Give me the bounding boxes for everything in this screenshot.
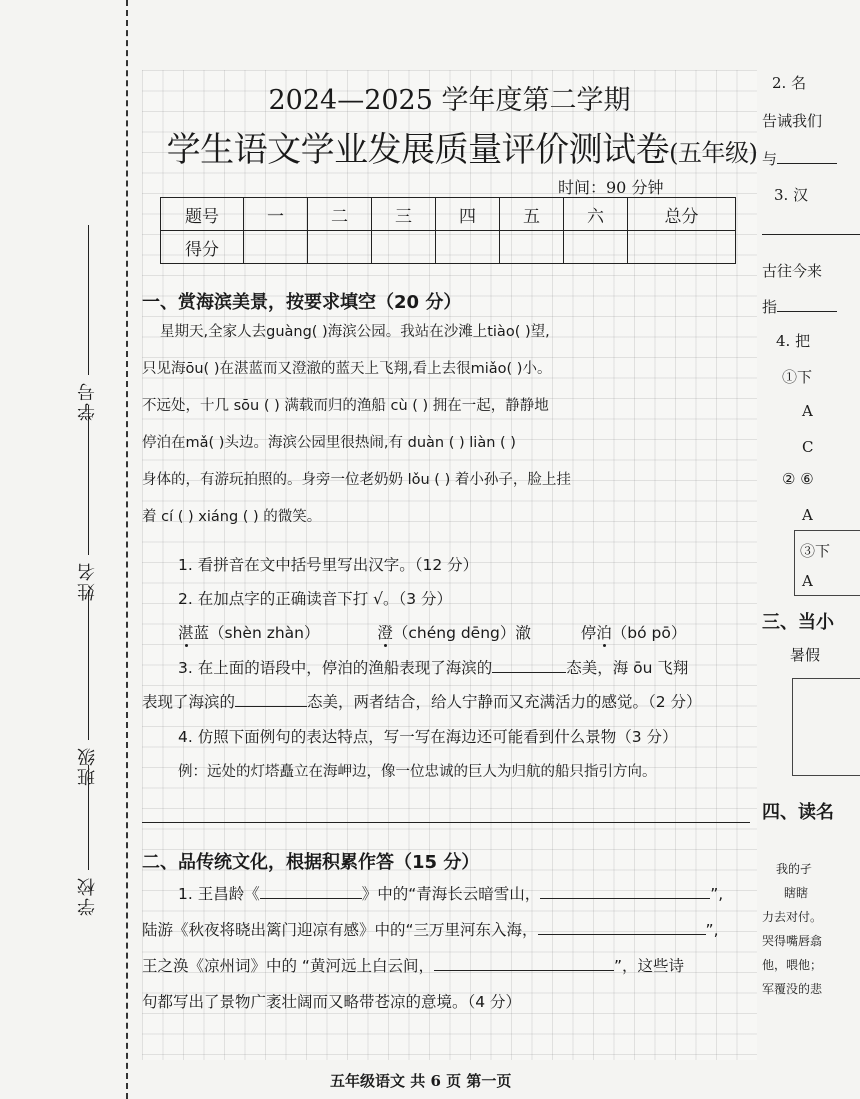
page-footer: 五年级语文 共 6 页 第一页 <box>330 1072 512 1090</box>
answer-line[interactable] <box>142 822 750 823</box>
class-field[interactable] <box>68 590 108 786</box>
pinyin-option[interactable]: 蓝（shèn zhàn） <box>193 624 320 642</box>
score-header-cell: 总分 <box>628 198 736 231</box>
score-cell[interactable] <box>308 231 372 264</box>
answer-blank[interactable] <box>492 658 566 673</box>
question-1-3-cont <box>142 690 757 712</box>
pinyin-option[interactable]: （chéng dēng）澈 <box>392 624 531 642</box>
next-page-text: A <box>802 402 813 420</box>
score-table <box>160 197 736 264</box>
next-page-text: ② ⑥ <box>782 470 814 488</box>
passage-line <box>142 505 757 526</box>
passage-text: 只见海ōu( <box>142 361 210 377</box>
answer-blank[interactable] <box>235 692 307 707</box>
next-page-text: 哭得嘴唇翕 <box>762 934 823 948</box>
question-2-1 <box>178 882 793 904</box>
student-id-line <box>88 225 89 375</box>
passage-text: 不远处，十几 sōu ( <box>142 398 270 414</box>
passage-text: )海滨公园。我站在沙滩上tiào( <box>317 324 521 340</box>
exam-title-main: 学生语文学业发展质量评价测试卷 <box>166 130 670 170</box>
dotted-char: 澄 <box>377 624 393 642</box>
question-text: 1. 王昌龄《 <box>178 885 260 903</box>
question-text: ”, <box>710 885 724 903</box>
question-1-1: 1. 看拼音在文中括号里写出汉字。（12 分） <box>178 556 479 574</box>
next-page-text: 军覆没的悲 <box>762 982 823 996</box>
question-1-2: 2. 在加点字的正确读音下打 √。（3 分） <box>178 590 453 608</box>
writing-box[interactable] <box>792 678 860 776</box>
section1-title: 一、赏海滨美景，按要求填空（20 分） <box>142 292 462 313</box>
school-line <box>88 765 89 870</box>
passage-text: 停 <box>580 624 597 642</box>
pinyin-option[interactable]: （bó pō） <box>611 624 687 642</box>
question-2-1-line3 <box>142 954 757 976</box>
score-cell[interactable] <box>628 231 736 264</box>
name-label: 姓名 <box>77 561 98 601</box>
section4-title: 四、读名 <box>762 802 834 823</box>
question-text: 》中的“青海长云暗雪山， <box>361 885 541 903</box>
question-1-4: 4. 仿照下面例句的表达特点，写一写在海边还可能看到什么景物（3 分） <box>178 728 678 746</box>
passage-text: ) liàn ( <box>454 435 506 451</box>
question-1-4-example: 例：远处的灯塔矗立在海岬边，像一位忠诚的巨人为归航的船只指引方向。 <box>178 764 657 780</box>
section2-title: 二、品传统文化，根据积累作答（15 分） <box>142 852 480 873</box>
question-text: ”, <box>705 921 719 939</box>
question-text: 态美，两者结合，给人宁静而又充满活力的感觉。（2 分） <box>307 693 702 711</box>
passage-text: 身体的，有游玩拍照的。身旁一位老奶奶 lǒu ( <box>142 472 440 488</box>
passage-text: )望, <box>520 324 550 340</box>
next-page-text: 指 <box>762 296 837 317</box>
score-cell[interactable] <box>244 231 308 264</box>
exam-page <box>142 70 757 1060</box>
answer-blank[interactable] <box>434 956 614 971</box>
next-page-text: 我的孑 <box>776 862 813 876</box>
next-page-text: 与 <box>762 148 837 169</box>
next-page-text: 2. 名 <box>772 74 807 92</box>
passage-text: ) 的微笑。 <box>248 509 322 525</box>
next-page-text: A <box>802 506 813 524</box>
score-cell[interactable] <box>436 231 500 264</box>
score-header-cell: 题号 <box>161 198 244 231</box>
next-page-text: 告诫我们 <box>762 112 823 130</box>
next-page-text: 暑假 <box>790 646 821 664</box>
next-page-text: ③下 <box>800 542 831 560</box>
binding-margin <box>0 0 135 1099</box>
passage-text: ) 着小孙子，脸上挂 <box>439 472 571 488</box>
passage-line <box>142 394 757 415</box>
passage-text: ) 拥在一起，静静地 <box>417 398 549 414</box>
score-row-label: 得分 <box>161 231 244 264</box>
dotted-char: 湛 <box>178 624 194 642</box>
score-header-cell: 三 <box>372 198 436 231</box>
question-text: 3. 在上面的语段中，停泊的渔船表现了海滨的 <box>178 659 493 677</box>
passage-text: 着 cí ( <box>142 509 184 525</box>
question-text: 表现了海滨的 <box>142 693 236 711</box>
question-text: 王之涣《凉州词》中的 “黄河远上白云间， <box>142 957 434 975</box>
score-cell[interactable] <box>564 231 628 264</box>
next-page-text: 瞎瞎 <box>784 886 809 900</box>
next-page-text: 古往今来 <box>762 262 823 280</box>
answer-line[interactable] <box>762 232 860 235</box>
next-page-text: ①下 <box>782 368 813 386</box>
question-2-1-line2 <box>142 918 757 940</box>
answer-blank[interactable] <box>538 920 706 935</box>
class-label: 班级 <box>77 746 98 786</box>
passage-text: ) xiáng ( <box>183 509 249 525</box>
score-cell[interactable] <box>372 231 436 264</box>
passage-line <box>160 320 775 341</box>
exam-grade: (五年级) <box>669 139 758 167</box>
score-header-cell: 六 <box>564 198 628 231</box>
question-text: 陆游《秋夜将晓出篱门迎凉有感》中的“三万里河东入海， <box>142 921 538 939</box>
exam-title-term: 2024—2025 学年度第二学期 <box>268 85 631 116</box>
question-text: ”，这些诗 <box>613 957 684 975</box>
score-table-header-row <box>161 198 736 231</box>
dotted-char: 泊 <box>596 624 612 642</box>
next-page-text: 3. 汉 <box>774 186 809 204</box>
name-line <box>88 405 89 555</box>
answer-blank[interactable] <box>540 884 710 899</box>
passage-line <box>142 357 757 378</box>
class-line <box>88 590 89 740</box>
question-text: 态美，海 ōu 飞翔 <box>566 659 689 677</box>
passage-text: ) 满载而归的渔船 cù ( <box>269 398 418 414</box>
score-header-cell: 一 <box>244 198 308 231</box>
cut-line <box>126 0 128 1099</box>
score-header-cell: 二 <box>308 198 372 231</box>
next-page-text: 4. 把 <box>776 332 811 350</box>
exam-title <box>142 122 782 171</box>
student-id-field[interactable] <box>68 225 108 421</box>
question-1-3 <box>178 656 793 678</box>
section3-title: 三、当小 <box>762 612 834 633</box>
next-page-text: C <box>802 438 814 456</box>
passage-line <box>142 431 757 452</box>
passage-text: ) <box>505 435 516 451</box>
passage-text: )头边。海滨公园里很热闹,有 duàn ( <box>214 435 455 451</box>
next-page-text: A <box>802 572 813 590</box>
school-field[interactable] <box>68 765 108 916</box>
question-2-1-line4: 句都写出了景物广袤壮阔而又略带苍凉的意境。（4 分） <box>142 993 522 1011</box>
question-1-2-options <box>178 621 793 643</box>
student-id-label: 学号 <box>77 381 98 421</box>
next-page-text: 力去对付。 <box>762 910 823 924</box>
next-page-column <box>762 60 860 1070</box>
answer-blank[interactable] <box>260 884 362 899</box>
school-label: 学校 <box>77 876 98 916</box>
score-header-cell: 五 <box>500 198 564 231</box>
passage-text: 停泊在mǎ( <box>142 435 215 451</box>
name-field[interactable] <box>68 405 108 601</box>
passage-text: )在湛蓝而又澄澈的蓝天上飞翔,看上去很miǎo( <box>209 361 513 377</box>
score-cell[interactable] <box>500 231 564 264</box>
score-header-cell: 四 <box>436 198 500 231</box>
exam-time: 时间：90 分钟 <box>558 178 664 197</box>
next-page-text: 他，喂他； <box>762 958 823 972</box>
passage-text: 星期天,全家人去guàng( <box>160 324 318 340</box>
passage-line <box>142 468 757 489</box>
score-table-score-row <box>161 231 736 264</box>
passage-text: )小。 <box>512 361 552 377</box>
